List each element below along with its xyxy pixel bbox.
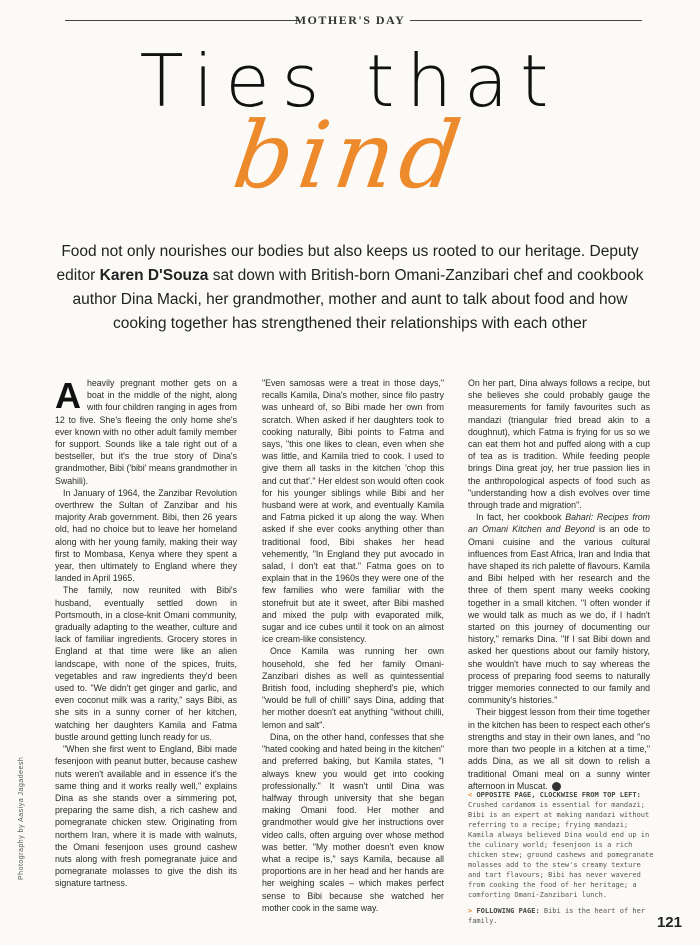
paragraph [468, 706, 650, 791]
header-rule-right [410, 20, 642, 21]
caption-following-text: Bibi is the heart of her family. [468, 907, 646, 925]
paragraph: Once Kamila was running her own household, she fed her family Omani-Zanzibari dishes as well as quintessential British food, including shepherd's pie, which "would be full of chilli" says Dina, adding that her mother doesn't eat anything "without chilli, lemon and salt". [262, 646, 444, 730]
paragraph [468, 511, 650, 706]
standfirst-author: Karen D'Souza [99, 267, 209, 284]
caption-opposite-marker: < [468, 791, 473, 799]
caption-following-label: FOLLOWING PAGE: [476, 907, 540, 915]
page-number: 121 [656, 914, 682, 931]
paragraph-text: is an ode to Omani cuisine and the various cultural influences from East Africa, Iran and India that have shaped its rich palette of flavours. Kamila and Bibi helped with her research and the three of them spent many weeks cooking together in a small kitchen. "I often wonder if we would talk as much as we do, if I hadn't started on this journey of documenting our history," remarks Dina. "If I sat Bibi down and asked her questions about our family history, she wouldn't have much to say whereas the process of preparing food seems to naturally trigger memories connected to our family and community's histories." [468, 524, 650, 706]
paragraph-text: Their biggest lesson from their time together in the kitchen has been to respect each other's strengths and stay in their own lanes, and "no more than two people in a kitchen at a time," adds Dina, as we all sit down to relish a traditional Omani meal on a sunny winter afternoon in Muscat. [468, 707, 650, 791]
caption-opposite-page [468, 790, 654, 900]
paragraph: In January of 1964, the Zanzibar Revolution overthrew the Sultan of Zanzibar and his majority Arab government. Bibi, then 26 years old, had no choice but to leave her homeland along with her young family, making their way first to Mombasa, Kenya where they spent a year, then ultimately to England where they landed in April 1965. [55, 487, 237, 584]
headline-ties-that: Ties that [139, 39, 561, 123]
paragraph: The family, now reunited with Bibi's husband, eventually settled down in Portsmouth, in a close-knit Omani community, gradually adapting to the weather, culture and lack of familiar ingredients. Grocery stores in England at that time were like an alien landscape, with none of the spices, fruits, vegetables and raw ingredients they'd been used to. "We didn't get ginger and garlic, and even coconut milk was a rarity," says Bibi, as she sits in a sunny corner of her kitchen, watching her daughters Kamila and Fatma bustle around getting lunch ready for us. [55, 585, 237, 742]
body-column-1 [55, 377, 237, 890]
drop-cap: A [55, 375, 81, 416]
section-label: MOTHER'S DAY [294, 13, 406, 27]
photo-credit: Photography by Aasiya Jagadeesh [18, 756, 25, 880]
body-column-3 [468, 377, 650, 792]
paragraph-text: heavily pregnant mother gets on a boat in the middle of the night, along with four children ranging in ages from 12 to five. She's fleeing the only home she's ever known with no other adult family member for support. Sounds like a tale right out of a bestseller, but it's the true story of Dina's grandmother, Bibi ('bibi' means grandmother in Swahili). [55, 378, 237, 486]
body-column-2 [262, 377, 444, 914]
caption-following-page [468, 906, 654, 926]
photo-captions [468, 790, 654, 932]
standfirst-before: Food not only nourishes our bodies but also keeps us rooted to our heritage. Deputy editor [56, 243, 639, 284]
paragraph: "When she first went to England, Bibi made fesenjoon with peanut butter, because cashew nuts weren't available and in essence it's the same thing and it works really well," explains Dina as she stands over a simmering pot, preparing the same dish, a rich cashew and pomegranate chicken stew. Originating from northern Iran, where it is made with walnuts, the Omani fesenjoon uses ground cashew nuts along with fresh pomegranate juice and pomegranate molasses to give the dish its signature tartness. [55, 744, 237, 889]
paragraph: "Even samosas were a treat in those days," recalls Kamila, Dina's mother, since filo pastry was unheard of, so Bibi made her own from scratch. When asked if her daughters took to cooking naturally, Bibi points to Fatma and says, "this one likes to clean, even when she was little, and Kamila tried to cook. I used to give them all tasks in the kitchen 'chop this and cut that'." Her eldest son would often cook for his younger siblings while Bibi and her husband were at work, and eventually Kamila and Fatma picked it up along the way. When asked if she ever cooks anything other than traditional food, Bibi shakes her head vehemently, "In England they put avocado in salad, I don't eat that." Fatma goes on to explain that in the 1960s they were one of the few families who were familiar with the stonefruit but ate it sweet, after Bibi mashed and mixed the pulp with evaporated milk, sugar and ice cubes until it took on an almost ice cream-like consistency. [262, 378, 444, 645]
paragraph-text: In fact, her cookbook [476, 512, 566, 523]
standfirst-after: sat down with British-born Omani-Zanzibari chef and cookbook author Dina Macki, her grandmother, mother and aunt to talk about food and how cooking together has strengthened their relationships with each other [72, 267, 644, 332]
caption-opposite-text: Crushed cardamom is essential for mandazi; Bibi is an expert at making mandazi without referring to a recipe; frying mandazi; Kamila always believed Dina would end up in the culinary world; fesenjoon is a rich chicken stew; ground cashews and pomegranate molasses add to the stew's creamy texture and tart flavours; Bibi has never wavered from cooking the food of her heritage; a comforting Omani-Zanzibari lunch. [468, 801, 654, 899]
paragraph [55, 377, 237, 487]
caption-opposite-label: OPPOSITE PAGE, CLOCKWISE FROM TOP LEFT: [476, 791, 641, 799]
paragraph: Dina, on the other hand, confesses that she "hated cooking and hated being in the kitchen" and preferred baking, but Kamila states, "I always knew you would get into cooking professionally." It wasn't until Dina was halfway through university that she began making Omani food. Her mother and grandmother would give her instructions over video calls, often arguing over whose method was better. "My mother doesn't even know what a recipe is," says Kamila, because all proportions are in her head and her hands are her weighing scales – which makes perfect sense to Bibi because she watched her mother cook in the same way. [262, 731, 444, 913]
caption-following-marker: > [468, 907, 473, 915]
headline-bind: bind [227, 102, 473, 209]
paragraph: On her part, Dina always follows a recipe, but she believes she could probably gauge the measurements for family favourites such as mandazi (triangular fried bread akin to a doughnut), which Fatma is frying for us so we can eat them hot and puffed along with a cup of tea as is tradition. While feeding people brings Dina great joy, her true passion lies in the anthropological aspects of food such as "understanding how a dish evolves over time through trade and migration". [468, 378, 650, 511]
standfirst [50, 240, 650, 336]
book-title: Bahari: Recipes from an Omani Kitchen and Beyond [468, 512, 651, 535]
